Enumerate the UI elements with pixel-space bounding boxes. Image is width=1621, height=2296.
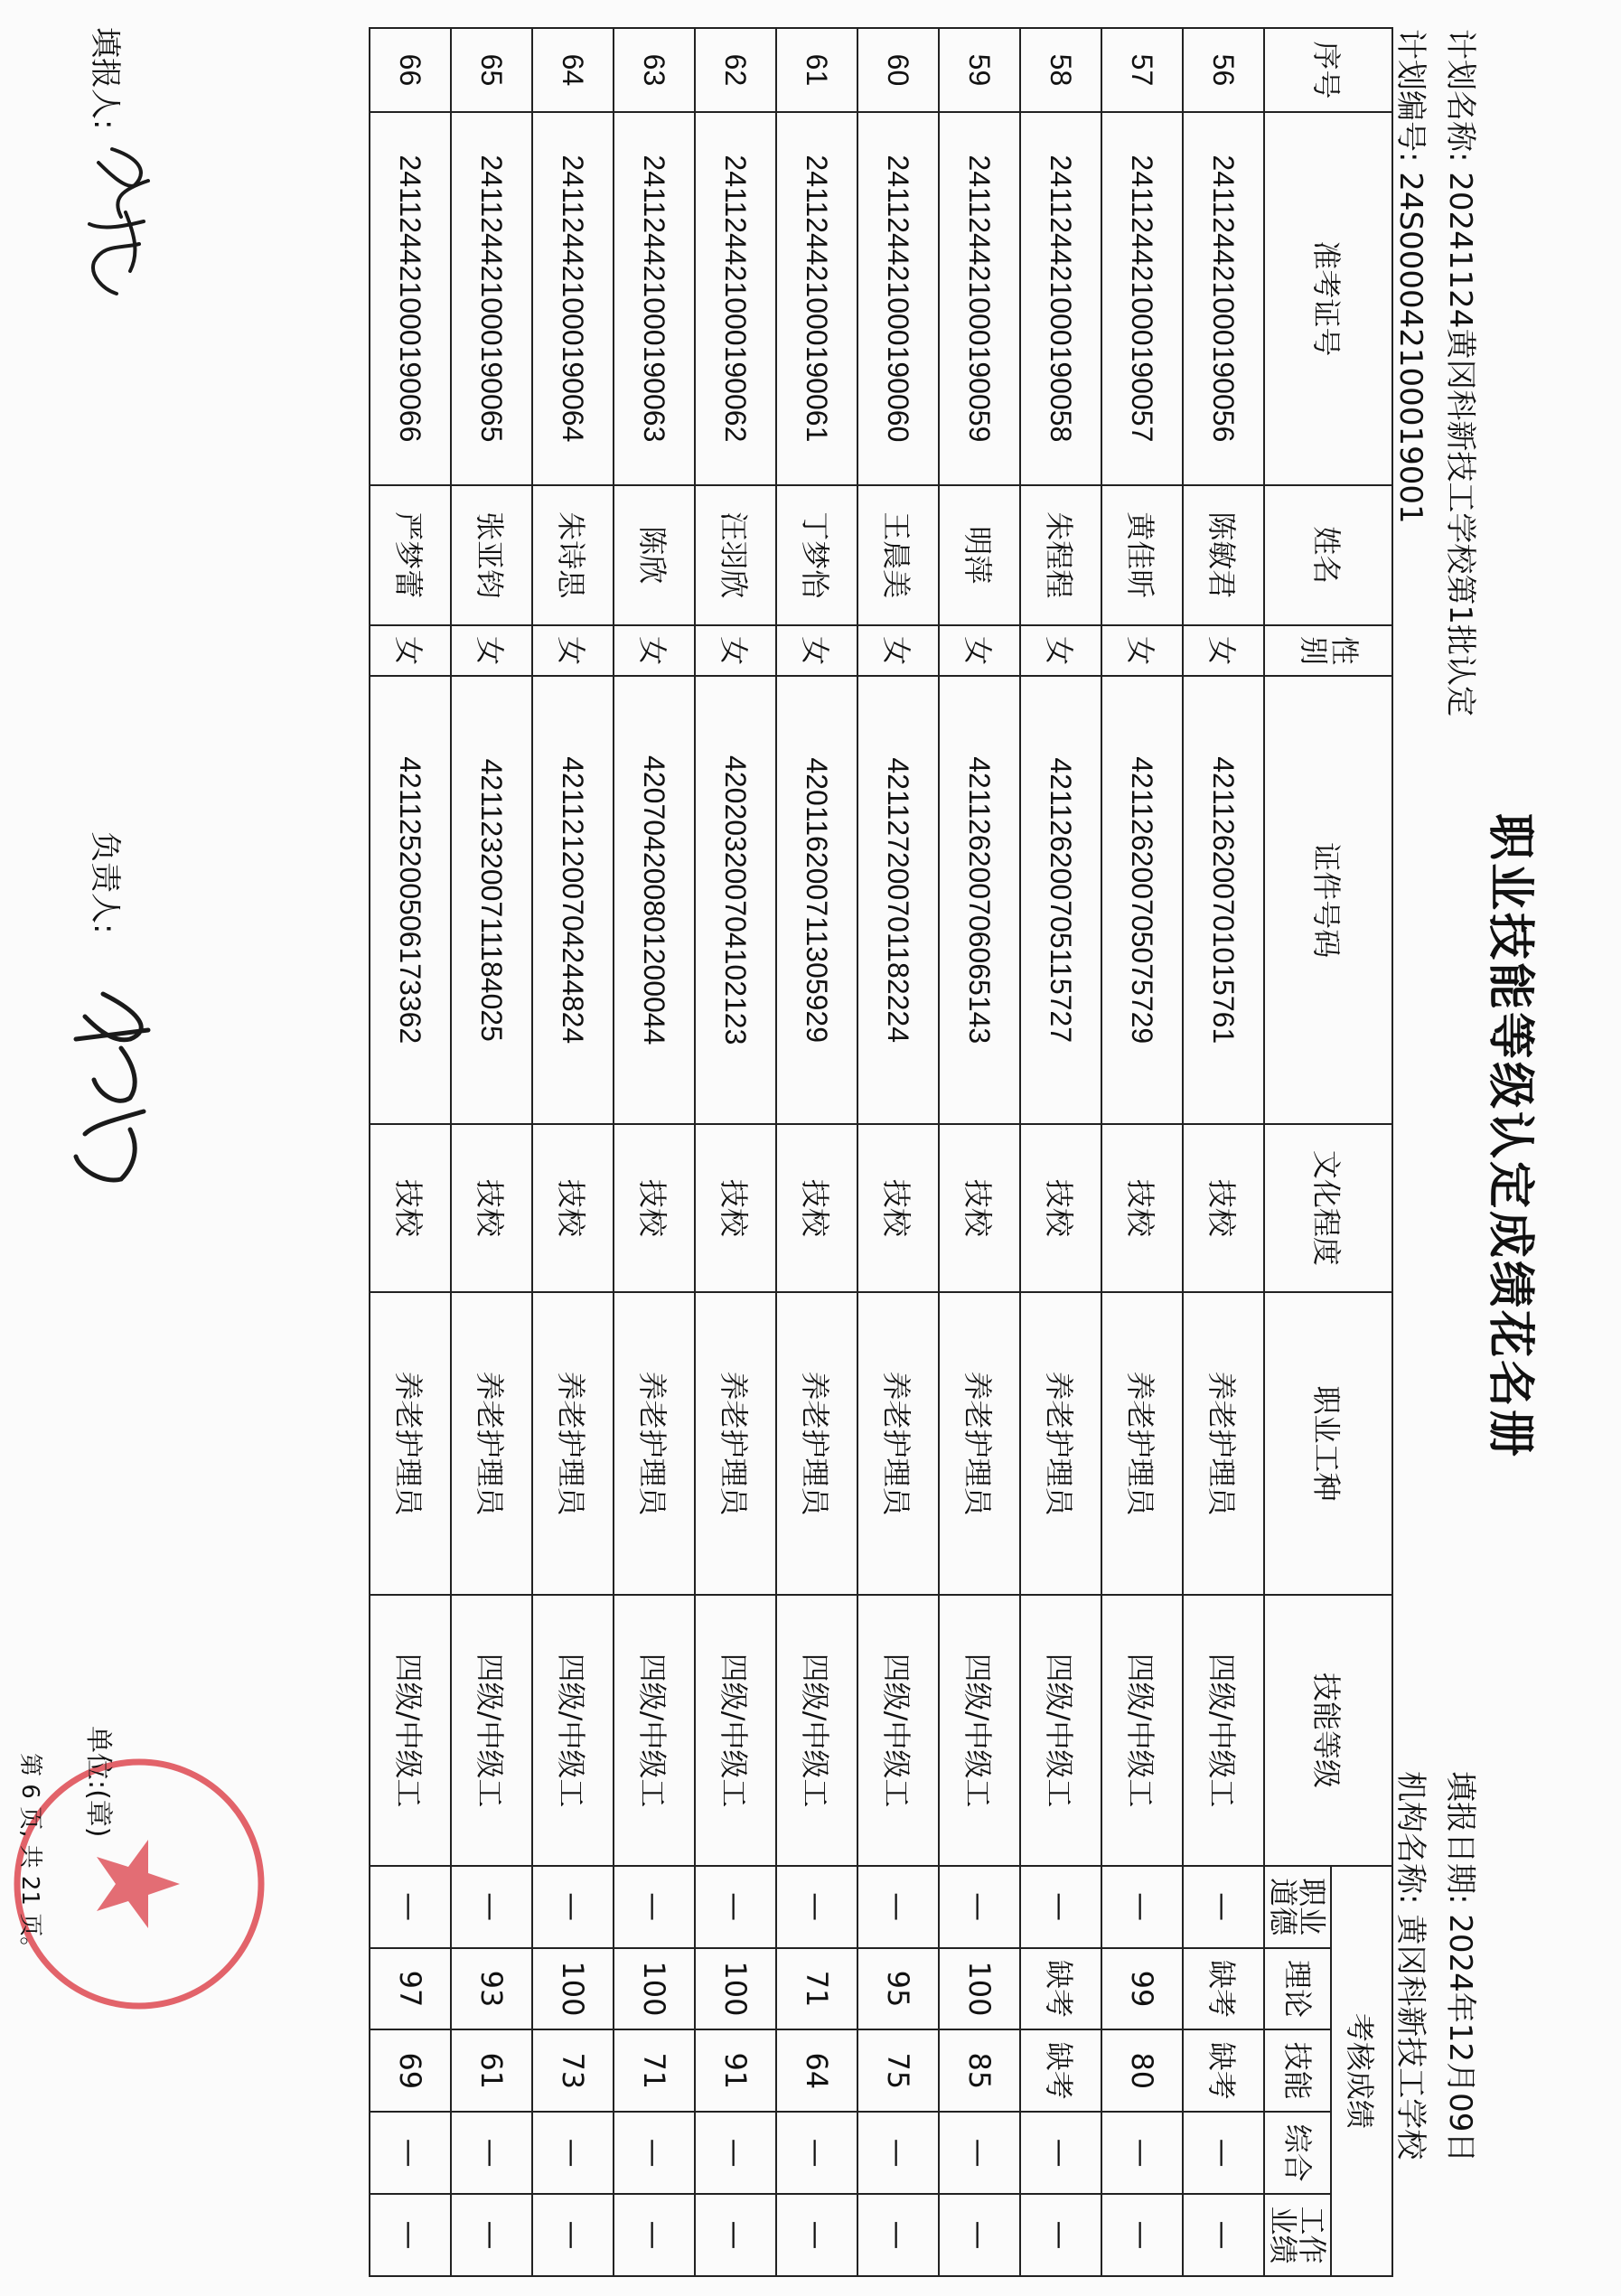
- row-overall: —: [776, 2112, 857, 2194]
- row-occupation: 养老护理员: [1020, 1292, 1101, 1596]
- row-skill: 73: [532, 2029, 614, 2112]
- row-sex: 女: [1101, 625, 1183, 677]
- row-sex: 女: [1183, 625, 1264, 677]
- row-sex: 女: [370, 625, 451, 677]
- row-seq: 64: [532, 28, 614, 112]
- plan-name-value: 20241124黄冈科新技工学校第1批认定: [1442, 172, 1478, 717]
- org-name-line: [1391, 1771, 1436, 2160]
- fill-date-value: 2024年12月09日: [1442, 1914, 1478, 2163]
- row-education: 技校: [1183, 1124, 1264, 1292]
- header-exam-no: 准考证号: [1264, 112, 1392, 485]
- row-sex: 女: [695, 625, 776, 677]
- row-name: 张亚钧: [451, 485, 532, 625]
- row-ethics: —: [532, 1866, 614, 1948]
- row-ethics: —: [1020, 1866, 1101, 1948]
- row-level: 四级/中级工: [857, 1595, 939, 1865]
- row-occupation: 养老护理员: [776, 1292, 857, 1596]
- row-work: —: [614, 2194, 695, 2276]
- row-overall: —: [1183, 2112, 1264, 2194]
- row-work: —: [1020, 2194, 1101, 2276]
- row-exam-no: 241124421000190066: [370, 112, 451, 485]
- row-id-no: 421125200506173362: [370, 676, 451, 1124]
- row-overall: —: [857, 2112, 939, 2194]
- table-row: [451, 28, 532, 2276]
- plan-number-line: [1391, 29, 1436, 524]
- unit-stamp-label: 单位:(章): [82, 1726, 114, 1838]
- row-exam-no: 241124421000190063: [614, 112, 695, 485]
- row-skill: 61: [451, 2029, 532, 2112]
- row-skill: 75: [857, 2029, 939, 2112]
- row-occupation: 养老护理员: [451, 1292, 532, 1596]
- row-id-no: 421121200704244824: [532, 676, 614, 1124]
- plan-name-label: 计划名称:: [1442, 29, 1478, 163]
- row-theory: 99: [1101, 1948, 1183, 2030]
- row-id-no: 421126200701015761: [1183, 676, 1264, 1124]
- row-occupation: 养老护理员: [614, 1292, 695, 1596]
- row-level: 四级/中级工: [695, 1595, 776, 1865]
- row-education: 技校: [939, 1124, 1020, 1292]
- row-education: 技校: [614, 1124, 695, 1292]
- row-overall: —: [939, 2112, 1020, 2194]
- row-overall: —: [532, 2112, 614, 2194]
- header-name: 姓名: [1264, 485, 1392, 625]
- row-level: 四级/中级工: [532, 1595, 614, 1865]
- header-skill: 技能: [1264, 2029, 1331, 2112]
- row-education: 技校: [451, 1124, 532, 1292]
- row-theory: 100: [939, 1948, 1020, 2030]
- header-ethics: 职业道德: [1264, 1866, 1331, 1948]
- row-theory: 71: [776, 1948, 857, 2030]
- header-occupation: 职业工种: [1264, 1292, 1392, 1596]
- row-seq: 57: [1101, 28, 1183, 112]
- row-id-no: 420116200711305929: [776, 676, 857, 1124]
- row-level: 四级/中级工: [1101, 1595, 1183, 1865]
- row-work: —: [451, 2194, 532, 2276]
- fill-date-line: [1441, 1771, 1485, 2162]
- table-row: [695, 28, 776, 2276]
- row-level: 四级/中级工: [776, 1595, 857, 1865]
- row-theory: 95: [857, 1948, 939, 2030]
- filler-signature: [76, 136, 175, 307]
- row-name: 丁梦怡: [776, 485, 857, 625]
- row-education: 技校: [695, 1124, 776, 1292]
- responsible-label: 负责人:: [87, 831, 123, 934]
- row-occupation: 养老护理员: [939, 1292, 1020, 1596]
- row-sex: 女: [857, 625, 939, 677]
- row-seq: 65: [451, 28, 532, 112]
- page-number: 第 6 页, 共 21 页。: [16, 1753, 43, 1961]
- row-exam-no: 241124421000190062: [695, 112, 776, 485]
- row-exam-no: 241124421000190061: [776, 112, 857, 485]
- row-occupation: 养老护理员: [695, 1292, 776, 1596]
- row-theory: 100: [695, 1948, 776, 2030]
- row-work: —: [532, 2194, 614, 2276]
- row-theory: 缺考: [1020, 1948, 1101, 2030]
- header-education: 文化程度: [1264, 1124, 1392, 1292]
- row-ethics: —: [857, 1866, 939, 1948]
- row-work: —: [776, 2194, 857, 2276]
- row-sex: 女: [451, 625, 532, 677]
- row-education: 技校: [370, 1124, 451, 1292]
- row-ethics: —: [614, 1866, 695, 1948]
- row-work: —: [857, 2194, 939, 2276]
- row-name: 明萍: [939, 485, 1020, 625]
- row-seq: 60: [857, 28, 939, 112]
- row-overall: —: [451, 2112, 532, 2194]
- row-name: 陈欣: [614, 485, 695, 625]
- row-sex: 女: [939, 625, 1020, 677]
- header-id-no: 证件号码: [1264, 676, 1392, 1124]
- row-skill: 缺考: [1183, 2029, 1264, 2112]
- responsible-signature: [58, 976, 184, 1202]
- plan-number-label: 计划编号:: [1392, 29, 1429, 163]
- row-occupation: 养老护理员: [857, 1292, 939, 1596]
- row-skill: 71: [614, 2029, 695, 2112]
- row-skill: 91: [695, 2029, 776, 2112]
- row-exam-no: 241124421000190059: [939, 112, 1020, 485]
- row-overall: —: [1020, 2112, 1101, 2194]
- table-row: [1183, 28, 1264, 2276]
- row-sex: 女: [614, 625, 695, 677]
- row-ethics: —: [695, 1866, 776, 1948]
- row-exam-no: 241124421000190057: [1101, 112, 1183, 485]
- row-overall: —: [695, 2112, 776, 2194]
- row-occupation: 养老护理员: [370, 1292, 451, 1596]
- row-work: —: [1101, 2194, 1183, 2276]
- table-row: [857, 28, 939, 2276]
- row-id-no: 421126200705115727: [1020, 676, 1101, 1124]
- row-id-no: 421127200701182224: [857, 676, 939, 1124]
- row-ethics: —: [776, 1866, 857, 1948]
- row-education: 技校: [1020, 1124, 1101, 1292]
- row-overall: —: [614, 2112, 695, 2194]
- org-name-value: 黄冈科新技工学校: [1392, 1914, 1429, 2160]
- row-name: 朱诗思: [532, 485, 614, 625]
- row-occupation: 养老护理员: [1101, 1292, 1183, 1596]
- table-row: [614, 28, 695, 2276]
- fill-date-label: 填报日期:: [1442, 1771, 1478, 1905]
- header-overall: 综合: [1264, 2112, 1331, 2194]
- row-level: 四级/中级工: [1020, 1595, 1101, 1865]
- row-level: 四级/中级工: [1183, 1595, 1264, 1865]
- row-theory: 100: [532, 1948, 614, 2030]
- row-skill: 64: [776, 2029, 857, 2112]
- row-exam-no: 241124421000190065: [451, 112, 532, 485]
- row-level: 四级/中级工: [614, 1595, 695, 1865]
- row-name: 王晨美: [857, 485, 939, 625]
- header-sex: 性别: [1264, 625, 1392, 677]
- row-level: 四级/中级工: [451, 1595, 532, 1865]
- row-id-no: 421123200711184025: [451, 676, 532, 1124]
- row-exam-no: 241124421000190056: [1183, 112, 1264, 485]
- row-level: 四级/中级工: [370, 1595, 451, 1865]
- row-seq: 61: [776, 28, 857, 112]
- row-work: —: [695, 2194, 776, 2276]
- row-work: —: [939, 2194, 1020, 2276]
- row-id-no: 420704200801200044: [614, 676, 695, 1124]
- row-ethics: —: [451, 1866, 532, 1948]
- header-work: 工作业绩: [1264, 2194, 1331, 2276]
- table-row: [1101, 28, 1183, 2276]
- table-row: [1020, 28, 1101, 2276]
- row-ethics: —: [1101, 1866, 1183, 1948]
- row-occupation: 养老护理员: [1183, 1292, 1264, 1596]
- row-theory: 缺考: [1183, 1948, 1264, 2030]
- row-occupation: 养老护理员: [532, 1292, 614, 1596]
- plan-name-line: [1441, 29, 1485, 717]
- row-skill: 缺考: [1020, 2029, 1101, 2112]
- row-seq: 66: [370, 28, 451, 112]
- row-education: 技校: [1101, 1124, 1183, 1292]
- row-level: 四级/中级工: [939, 1595, 1020, 1865]
- row-education: 技校: [776, 1124, 857, 1292]
- row-name: 陈敏君: [1183, 485, 1264, 625]
- row-ethics: —: [370, 1866, 451, 1948]
- row-seq: 56: [1183, 28, 1264, 112]
- row-id-no: 420203200704102123: [695, 676, 776, 1124]
- row-ethics: —: [1183, 1866, 1264, 1948]
- table-body: [370, 28, 1264, 2276]
- row-overall: —: [370, 2112, 451, 2194]
- row-theory: 93: [451, 1948, 532, 2030]
- header-theory: 理论: [1264, 1948, 1331, 2030]
- filler-label: 填报人:: [87, 27, 123, 130]
- row-seq: 62: [695, 28, 776, 112]
- table-row: [532, 28, 614, 2276]
- row-id-no: 421126200705075729: [1101, 676, 1183, 1124]
- row-ethics: —: [939, 1866, 1020, 1948]
- row-sex: 女: [776, 625, 857, 677]
- row-work: —: [1183, 2194, 1264, 2276]
- row-work: —: [370, 2194, 451, 2276]
- row-theory: 97: [370, 1948, 451, 2030]
- row-skill: 69: [370, 2029, 451, 2112]
- row-sex: 女: [532, 625, 614, 677]
- plan-number-value: 24S000042100019001: [1392, 172, 1429, 524]
- org-name-label: 机构名称:: [1392, 1771, 1429, 1905]
- table-row: [776, 28, 857, 2276]
- score-roster-table: [369, 27, 1393, 2277]
- row-exam-no: 241124421000190060: [857, 112, 939, 485]
- row-skill: 80: [1101, 2029, 1183, 2112]
- table-row: [370, 28, 451, 2276]
- row-overall: —: [1101, 2112, 1183, 2194]
- row-skill: 85: [939, 2029, 1020, 2112]
- header-seq: 序号: [1264, 28, 1392, 112]
- row-name: 严梦蕾: [370, 485, 451, 625]
- row-seq: 58: [1020, 28, 1101, 112]
- document-title: 职业技能等级认定成绩花名册: [1483, 813, 1537, 1460]
- row-education: 技校: [857, 1124, 939, 1292]
- table-row: [939, 28, 1020, 2276]
- header-level: 技能等级: [1264, 1595, 1392, 1865]
- row-education: 技校: [532, 1124, 614, 1292]
- header-scores: 考核成绩: [1331, 1866, 1392, 2276]
- row-id-no: 421126200706065143: [939, 676, 1020, 1124]
- row-name: 汪羽欣: [695, 485, 776, 625]
- row-seq: 59: [939, 28, 1020, 112]
- row-name: 黄佳昕: [1101, 485, 1183, 625]
- row-name: 朱程程: [1020, 485, 1101, 625]
- row-exam-no: 241124421000190064: [532, 112, 614, 485]
- row-sex: 女: [1020, 625, 1101, 677]
- row-theory: 100: [614, 1948, 695, 2030]
- row-exam-no: 241124421000190058: [1020, 112, 1101, 485]
- row-seq: 63: [614, 28, 695, 112]
